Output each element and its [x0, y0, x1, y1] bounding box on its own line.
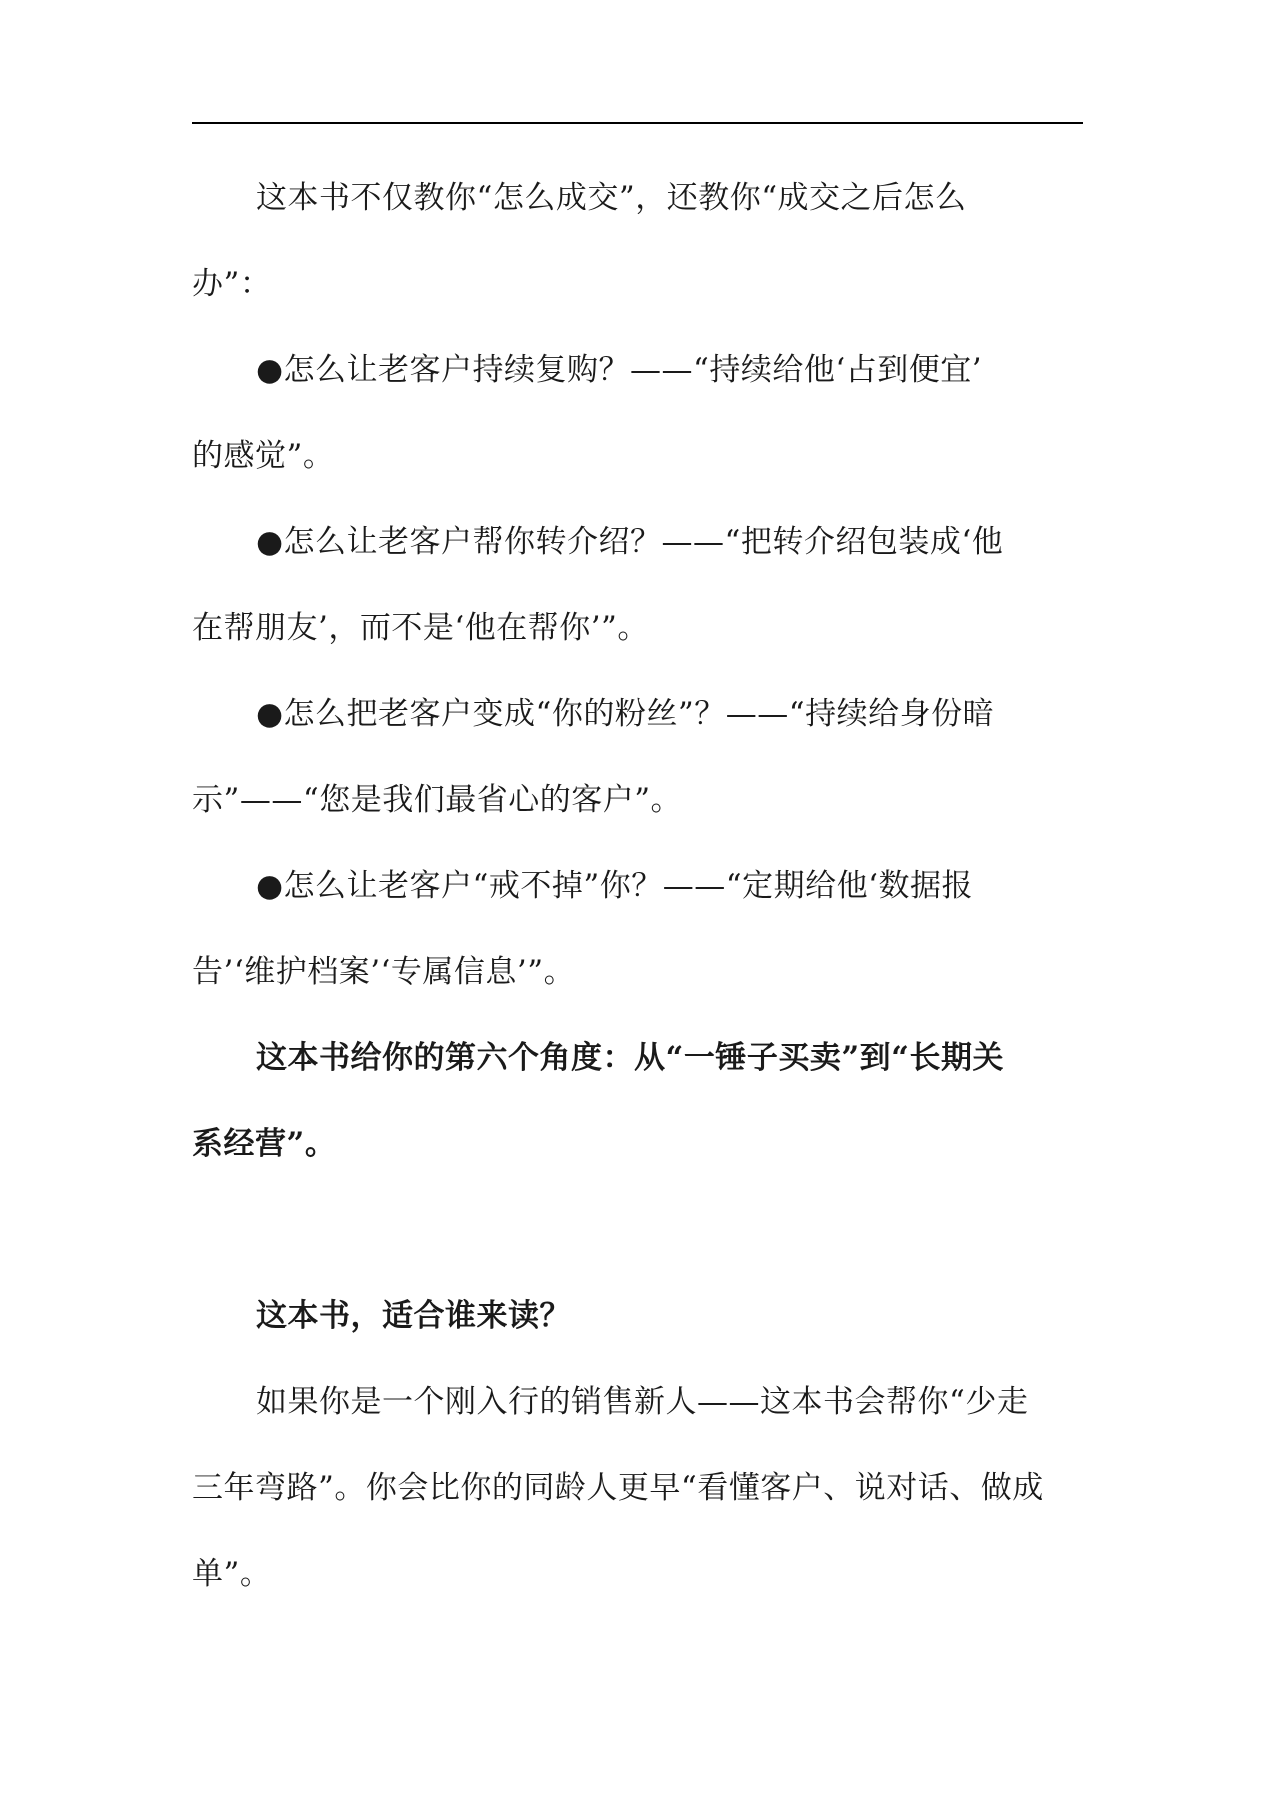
paragraph-line: 系经营”。 [192, 1126, 337, 1162]
paragraph-line: 告’‘维护档案’‘专属信息’”。 [192, 954, 576, 990]
paragraph-line: ●怎么让老客户持续复购？——“持续给他‘占到便宜’ [256, 352, 983, 388]
paragraph-line: 办”： [192, 266, 272, 302]
document-body [192, 155, 1083, 1617]
paragraph-line: 如果你是一个刚入行的销售新人——这本书会帮你“少走 [256, 1384, 1029, 1420]
paragraph-newcomer [192, 1359, 1083, 1617]
paragraph-1 [192, 155, 1083, 327]
section-heading [192, 1273, 1083, 1359]
paragraph-line: ●怎么把老客户变成“你的粉丝”？——“持续给身份暗 [256, 696, 995, 732]
paragraph-line: 这本书给你的第六个角度：从“一锤子买卖”到“长期关 [256, 1040, 1004, 1076]
paragraph-line: 示”——“您是我们最省心的客户”。 [192, 782, 683, 818]
paragraph-line: ●怎么让老客户帮你转介绍？——“把转介绍包装成‘他 [256, 524, 1004, 560]
section-heading-text: 这本书，适合谁来读？ [256, 1298, 571, 1334]
paragraph-line: 三年弯路”。你会比你的同龄人更早“看懂客户、说对话、做成 [192, 1470, 1044, 1506]
paragraph-line: 单”。 [192, 1556, 272, 1592]
header-rule [192, 122, 1083, 124]
blank-line [192, 1187, 1083, 1273]
bullet-item-repurchase [192, 327, 1083, 499]
paragraph-line: 的感觉”。 [192, 438, 335, 474]
bullet-item-fans [192, 671, 1083, 843]
bullet-item-referral [192, 499, 1083, 671]
paragraph-line: 这本书不仅教你“怎么成交”，还教你“成交之后怎么 [256, 180, 967, 216]
paragraph-line: ●怎么让老客户“戒不掉”你？——“定期给他‘数据报 [256, 868, 973, 904]
sixth-angle-summary [192, 1015, 1083, 1187]
paragraph-line: 在帮朋友’，而不是‘他在帮你’”。 [192, 610, 649, 646]
bullet-item-retention [192, 843, 1083, 1015]
